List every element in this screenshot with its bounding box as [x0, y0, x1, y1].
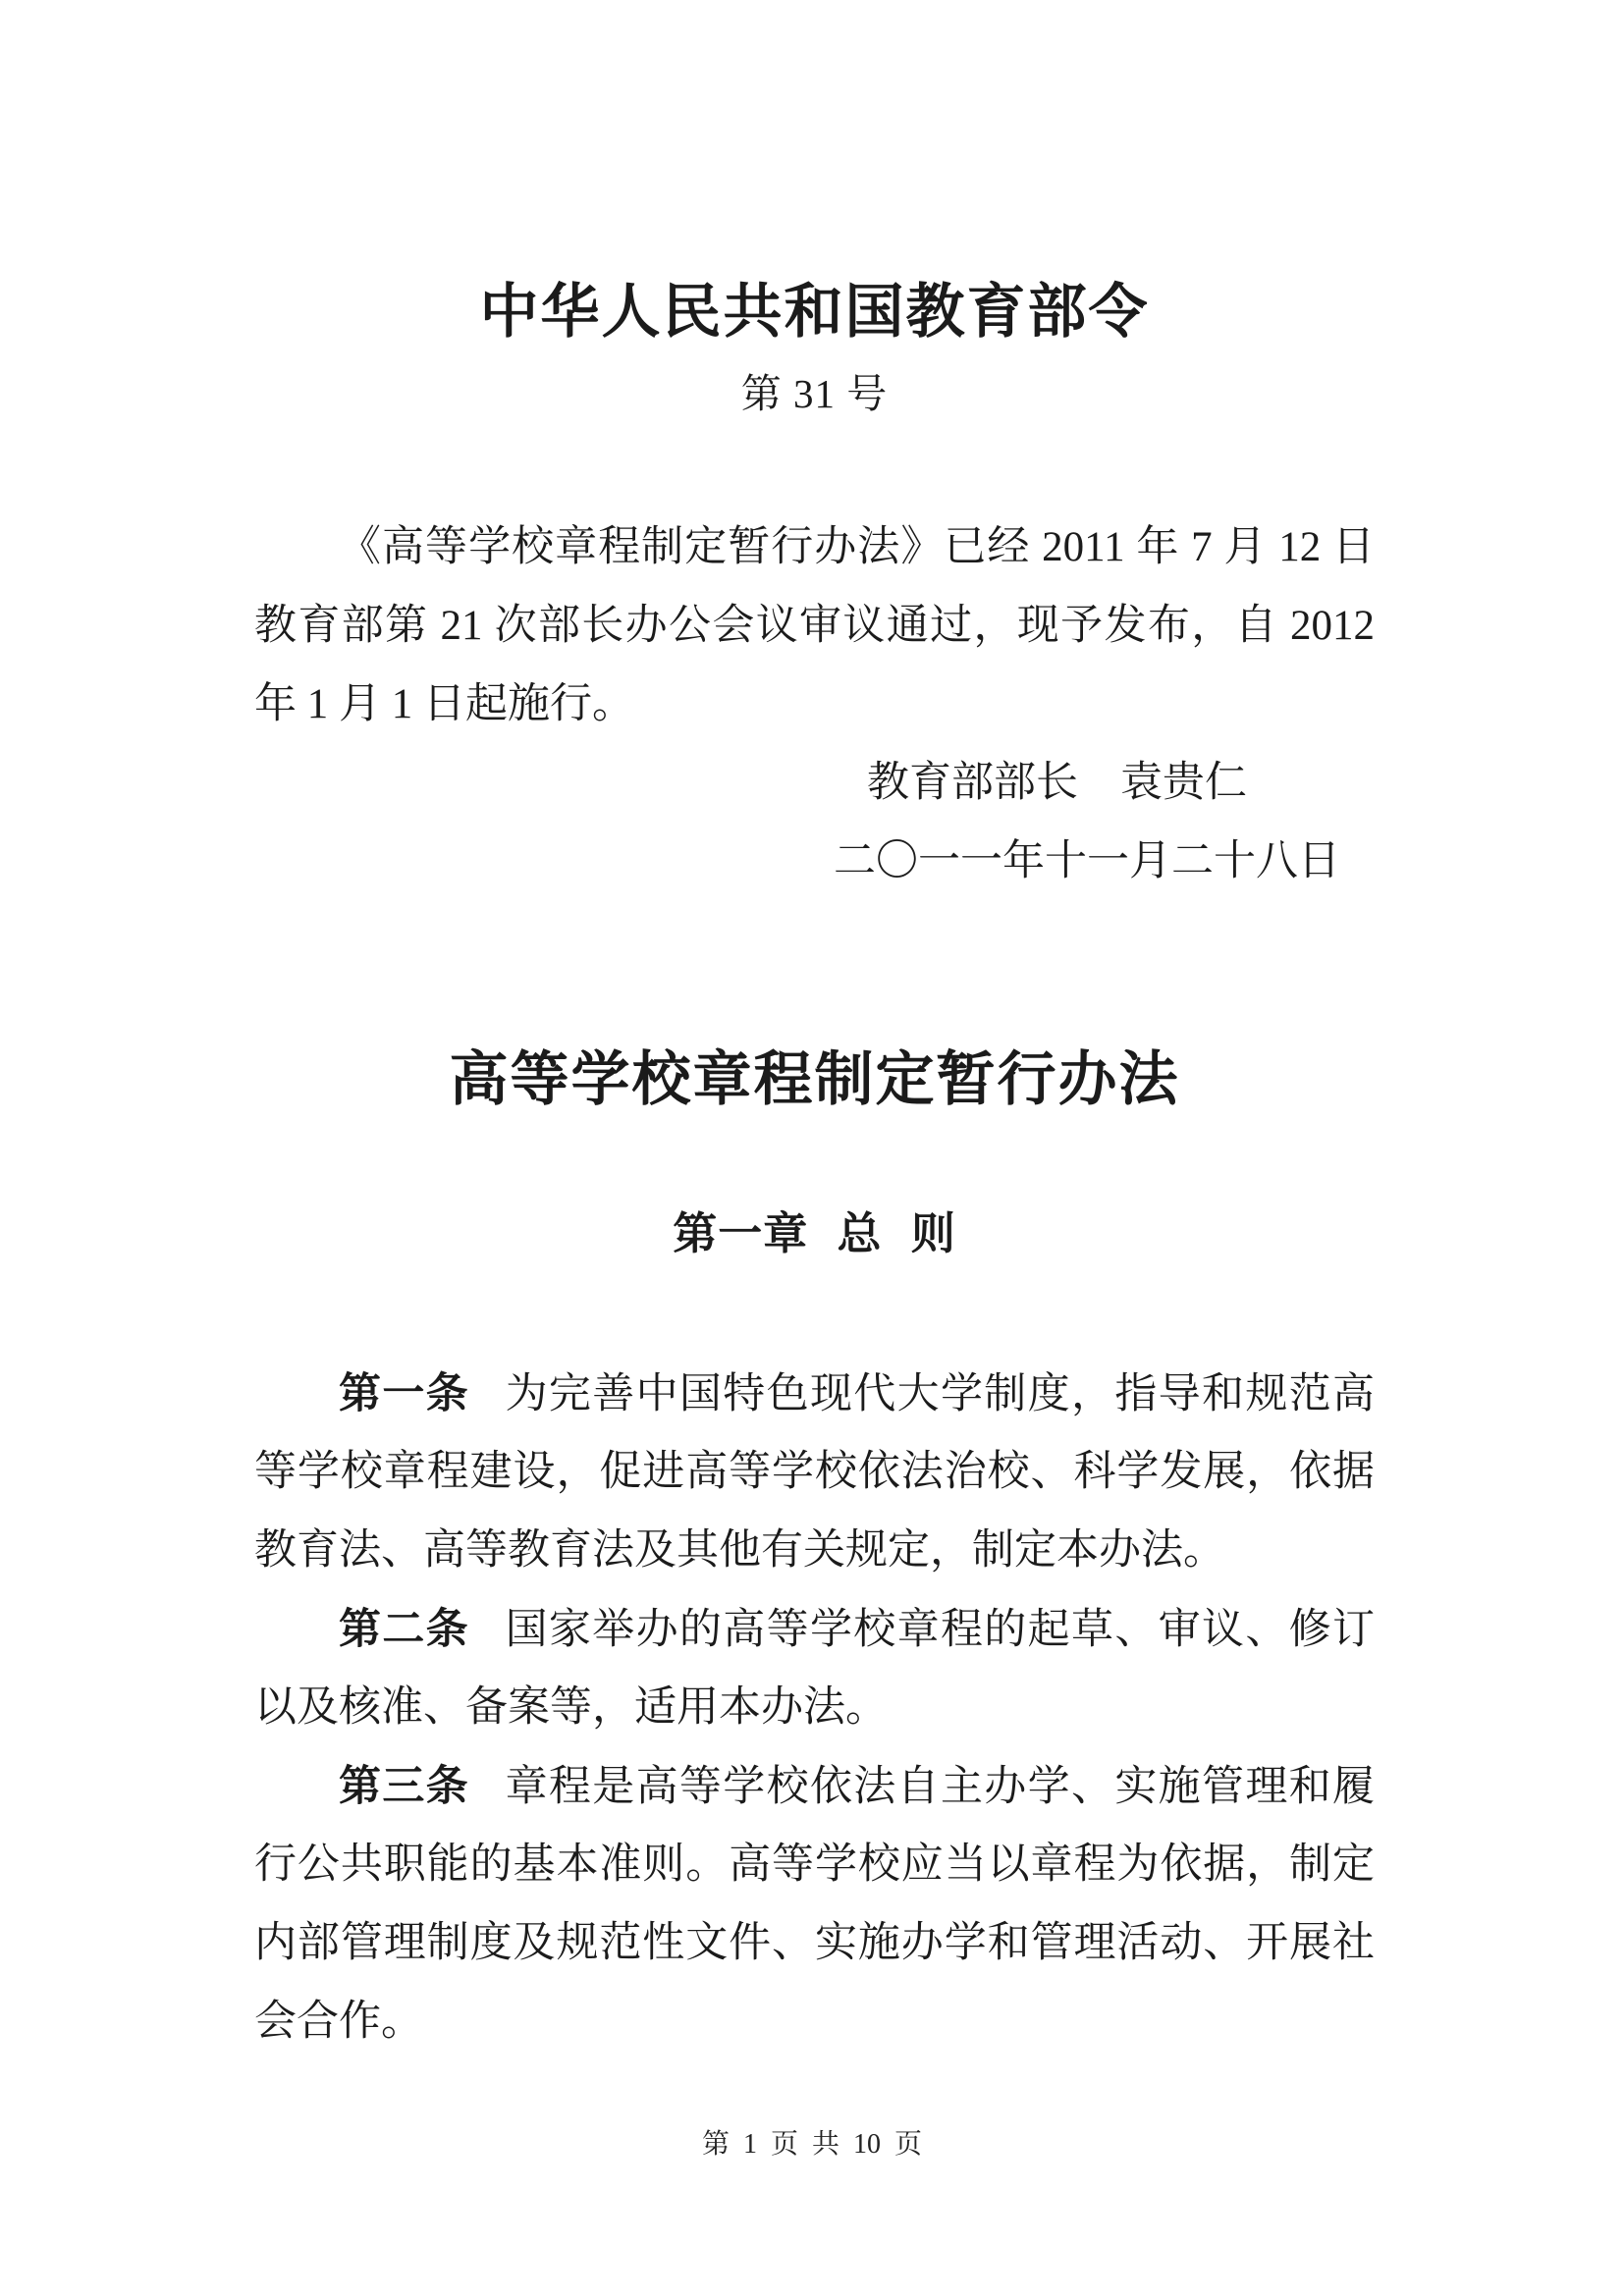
- article-1-label: 第一条: [339, 1370, 470, 1417]
- regulation-title: 高等学校章程制定暂行办法: [449, 1047, 1180, 1112]
- article-1-line: 等学校章程建设，促进高等学校依法治校、科学发展，依据: [254, 1449, 1375, 1495]
- page-number: 第 1 页 共 10 页: [701, 2129, 922, 2160]
- signature-date: 二〇一一年十一月二十八日: [834, 838, 1340, 884]
- article-3-label: 第三条: [339, 1763, 470, 1810]
- article-3-line: 行公共职能的基本准则。高等学校应当以章程为依据，制定: [254, 1842, 1375, 1888]
- decree-body-line: 《高等学校章程制定暂行办法》已经 2011 年 7 月 12 日: [339, 524, 1375, 570]
- article-1-text: 为完善中国特色现代大学制度，指导和规范高: [505, 1371, 1375, 1417]
- article-3-text: 章程是高等学校依法自主办学、实施管理和履: [505, 1764, 1375, 1810]
- signature-line: 教育部部长 袁贵仁: [867, 760, 1247, 806]
- article-1-line: [254, 1355, 1375, 1433]
- decree-body: [254, 508, 1375, 744]
- decree-number: 第 31 号: [740, 371, 889, 416]
- chapter-heading: 第一章 总 则: [673, 1208, 956, 1258]
- decree-body-line: 教育部第 21 次部长办公会议审议通过，现予发布，自 2012: [254, 603, 1375, 649]
- decree-body-line: 年 1 月 1 日起施行。: [254, 681, 634, 727]
- articles-section: [254, 1355, 1375, 2061]
- article-3-line: 会合作。: [254, 1999, 423, 2045]
- article-2-line: [254, 1590, 1375, 1669]
- article-3-line: [254, 1747, 1375, 1826]
- article-3-line: 内部管理制度及规范性文件、实施办学和管理活动、开展社: [254, 1920, 1375, 1966]
- article-2-text: 国家举办的高等学校章程的起草、审议、修订: [505, 1607, 1375, 1653]
- article-2-label: 第二条: [339, 1606, 470, 1653]
- decree-title: 中华人民共和国教育部令: [479, 280, 1150, 345]
- article-2-line: 以及核准、备案等，适用本办法。: [254, 1684, 888, 1731]
- article-1-line: 教育法、高等教育法及其他有关规定，制定本办法。: [254, 1527, 1225, 1574]
